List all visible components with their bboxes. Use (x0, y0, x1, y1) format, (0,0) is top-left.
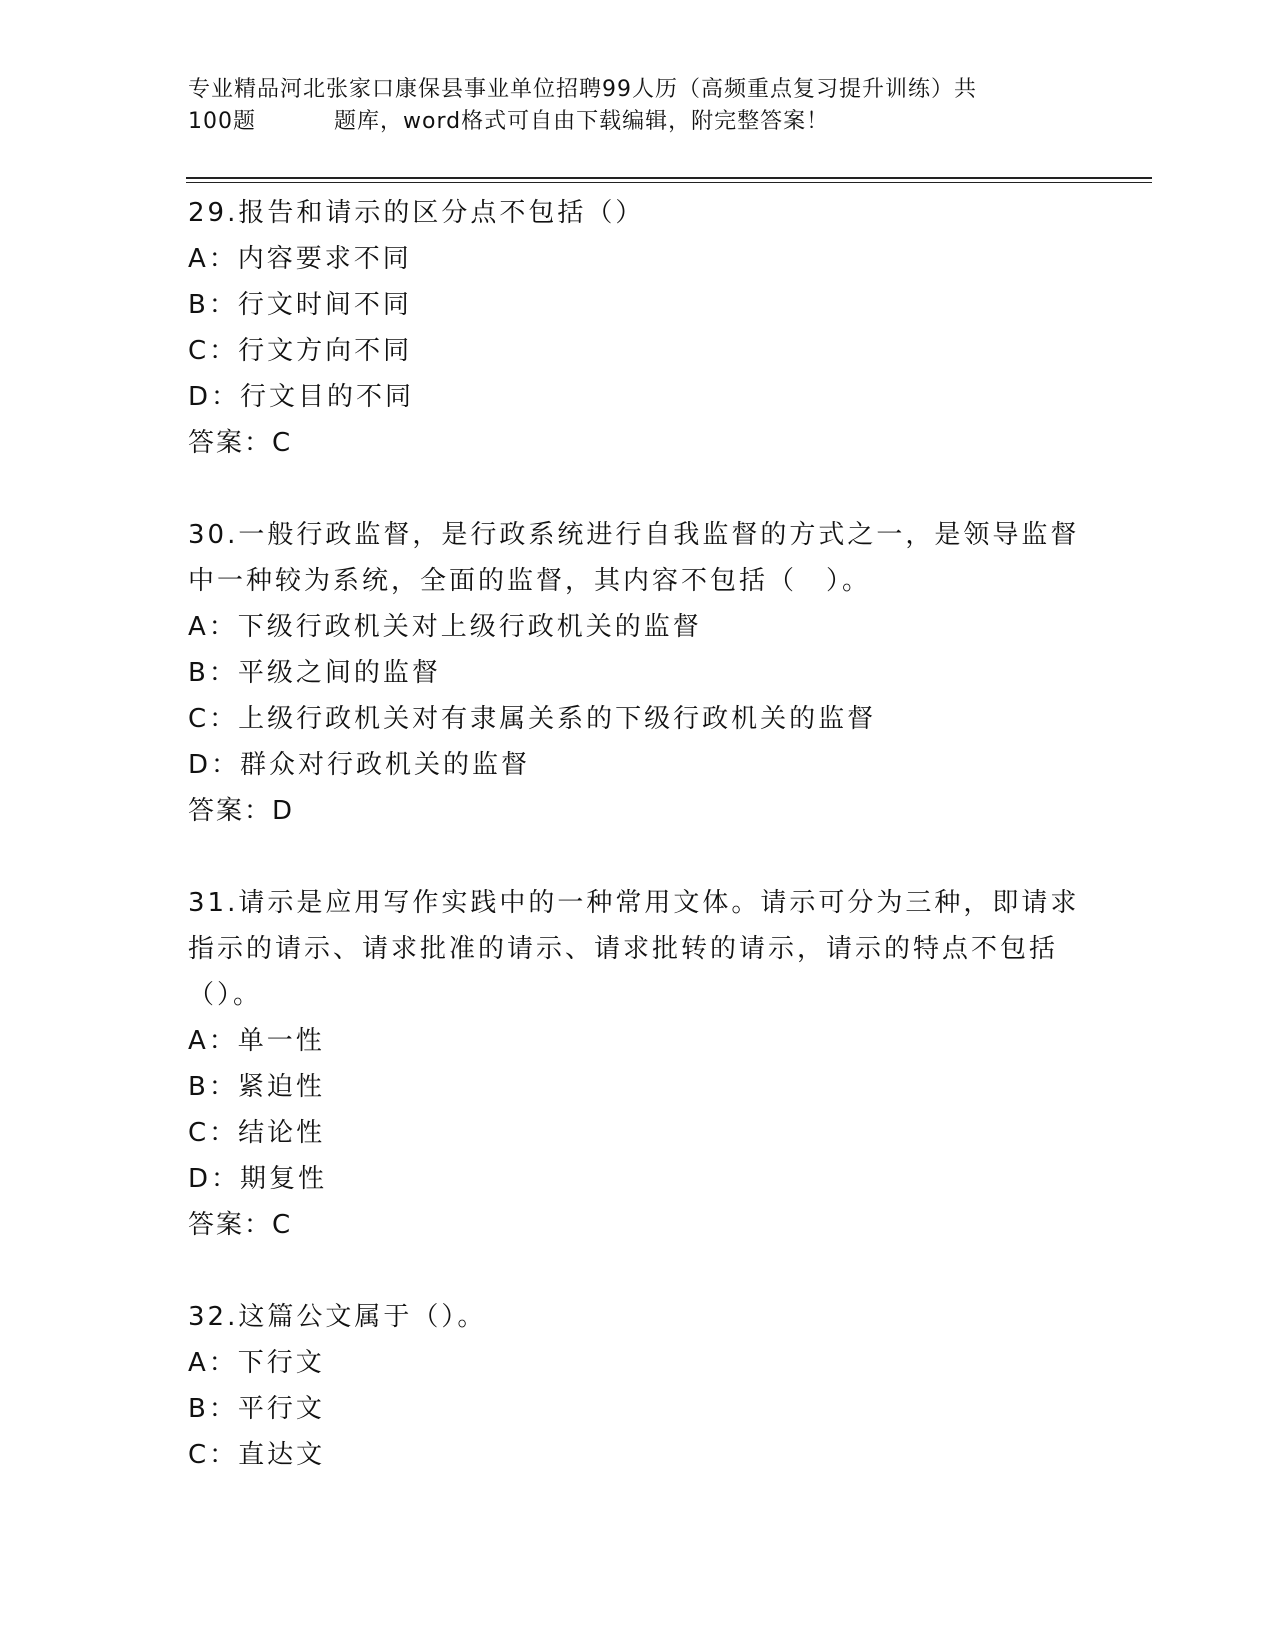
question-30 (188, 512, 1088, 834)
header-title-line2 (188, 106, 1068, 138)
option-b: B：行文时间不同 (188, 290, 412, 320)
header-divider-thick (186, 177, 1152, 179)
answer-label: 答案：D (188, 796, 295, 826)
question-text: 32.这篇公文属于（）。 (188, 1302, 487, 1332)
header-divider-thin (186, 182, 1152, 183)
option-d: D：期复性 (188, 1164, 328, 1194)
answer-label: 答案：C (188, 1210, 293, 1240)
option-b: B：紧迫性 (188, 1072, 325, 1102)
option-b: B：平级之间的监督 (188, 658, 441, 688)
header-description: 题库，word格式可自由下载编辑，附完整答案！ (334, 109, 830, 134)
header-question-count: 100题 (188, 109, 256, 134)
header-title-line1: 专业精品河北张家口康保县事业单位招聘99人历（高频重点复习提升训练）共 (188, 77, 977, 102)
option-d: D：行文目的不同 (188, 382, 415, 412)
document-header (188, 74, 1068, 138)
question-text: 30.一般行政监督，是行政系统进行自我监督的方式之一，是领导监督中一种较为系统，全面的监督，其内容不包括（ ）。 (188, 520, 1080, 596)
answer-label: 答案：C (188, 428, 293, 458)
option-a: A：下行文 (188, 1348, 325, 1378)
option-a: A：单一性 (188, 1026, 325, 1056)
option-d: D：群众对行政机关的监督 (188, 750, 531, 780)
question-text: 31.请示是应用写作实践中的一种常用文体。请示可分为三种，即请求指示的请示、请求批准的请示、请求批转的请示，请示的特点不包括（）。 (188, 888, 1080, 1010)
question-32 (188, 1294, 1088, 1478)
question-29 (188, 190, 1088, 466)
question-list (188, 190, 1088, 1478)
option-c: C：直达文 (188, 1440, 326, 1470)
option-a: A：内容要求不同 (188, 244, 412, 274)
option-a: A：下级行政机关对上级行政机关的监督 (188, 612, 702, 642)
question-31 (188, 880, 1088, 1248)
option-c: C：结论性 (188, 1118, 326, 1148)
option-b: B：平行文 (188, 1394, 325, 1424)
option-c: C：行文方向不同 (188, 336, 413, 366)
question-text: 29.报告和请示的区分点不包括（） (188, 198, 645, 228)
option-c: C：上级行政机关对有隶属关系的下级行政机关的监督 (188, 704, 877, 734)
